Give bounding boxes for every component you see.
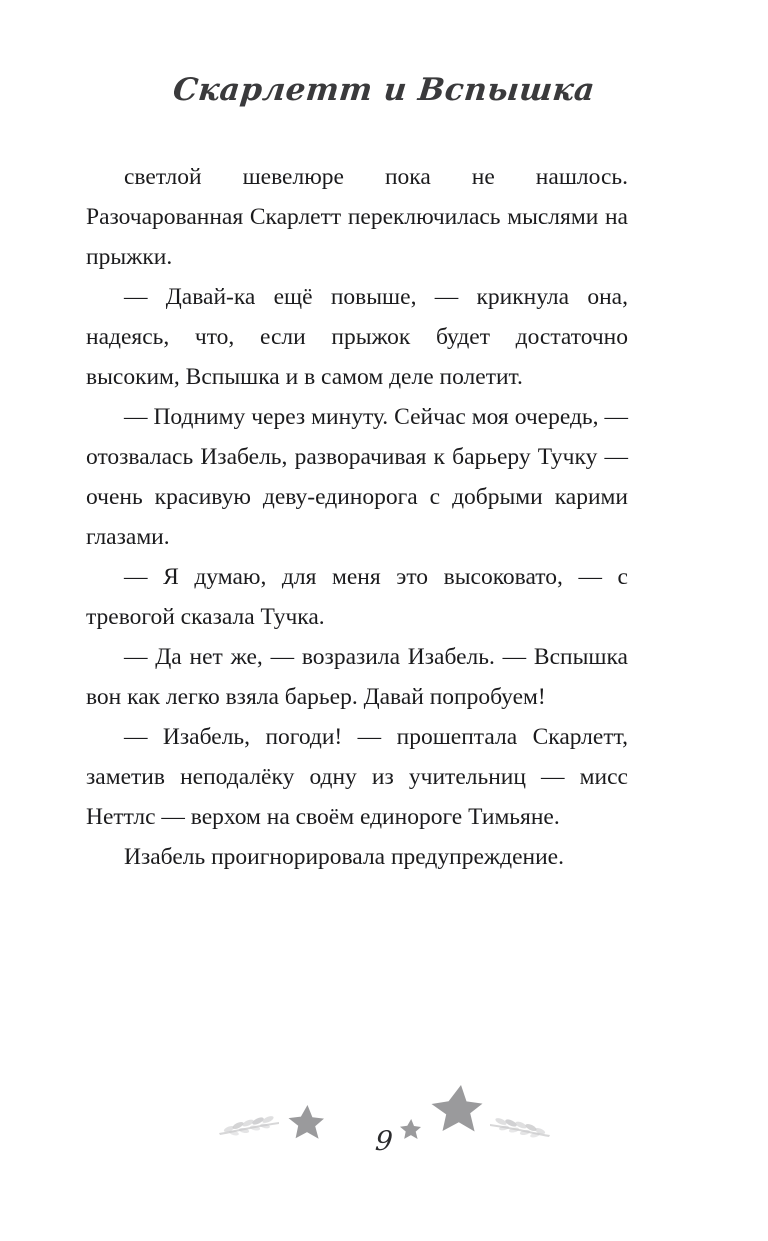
paragraph: светлой шевелюре пока не нашлось. Разочарованная Скарлетт переключилась мыслями на прыжки. <box>86 164 628 270</box>
paragraph: — Да нет же, — возразила Изабель. — Вспышка вон как легко взяла барьер. Давай попробуем! <box>86 644 628 710</box>
page-number: 9 <box>374 1126 394 1157</box>
paragraph: Изабель проигнорировала предупреждение. <box>124 844 564 870</box>
paragraph: — Изабель, погоди! — прошептала Скарлетт, заметив неподалёку одну из учительниц — мисс Неттлс — верхом на своём единороге Тимьяне. <box>86 724 628 830</box>
running-head: Скарлетт и Вспышка <box>171 72 597 108</box>
paragraph: — Давай-ка ещё повыше, — крикнула она, надеясь, что, если прыжок будет достаточно высоким, Вспышка и в самом деле полетит. <box>86 284 628 390</box>
body-text-block <box>86 157 628 877</box>
paragraph: — Я думаю, для меня это высоковато, — с тревогой сказала Тучка. <box>86 564 628 630</box>
paragraph: — Подниму через минуту. Сейчас моя очередь, — отозвалась Изабель, разворачивая к барьеру Тучку — очень красивую деву-единорога с добрыми карими глазами. <box>86 404 628 550</box>
